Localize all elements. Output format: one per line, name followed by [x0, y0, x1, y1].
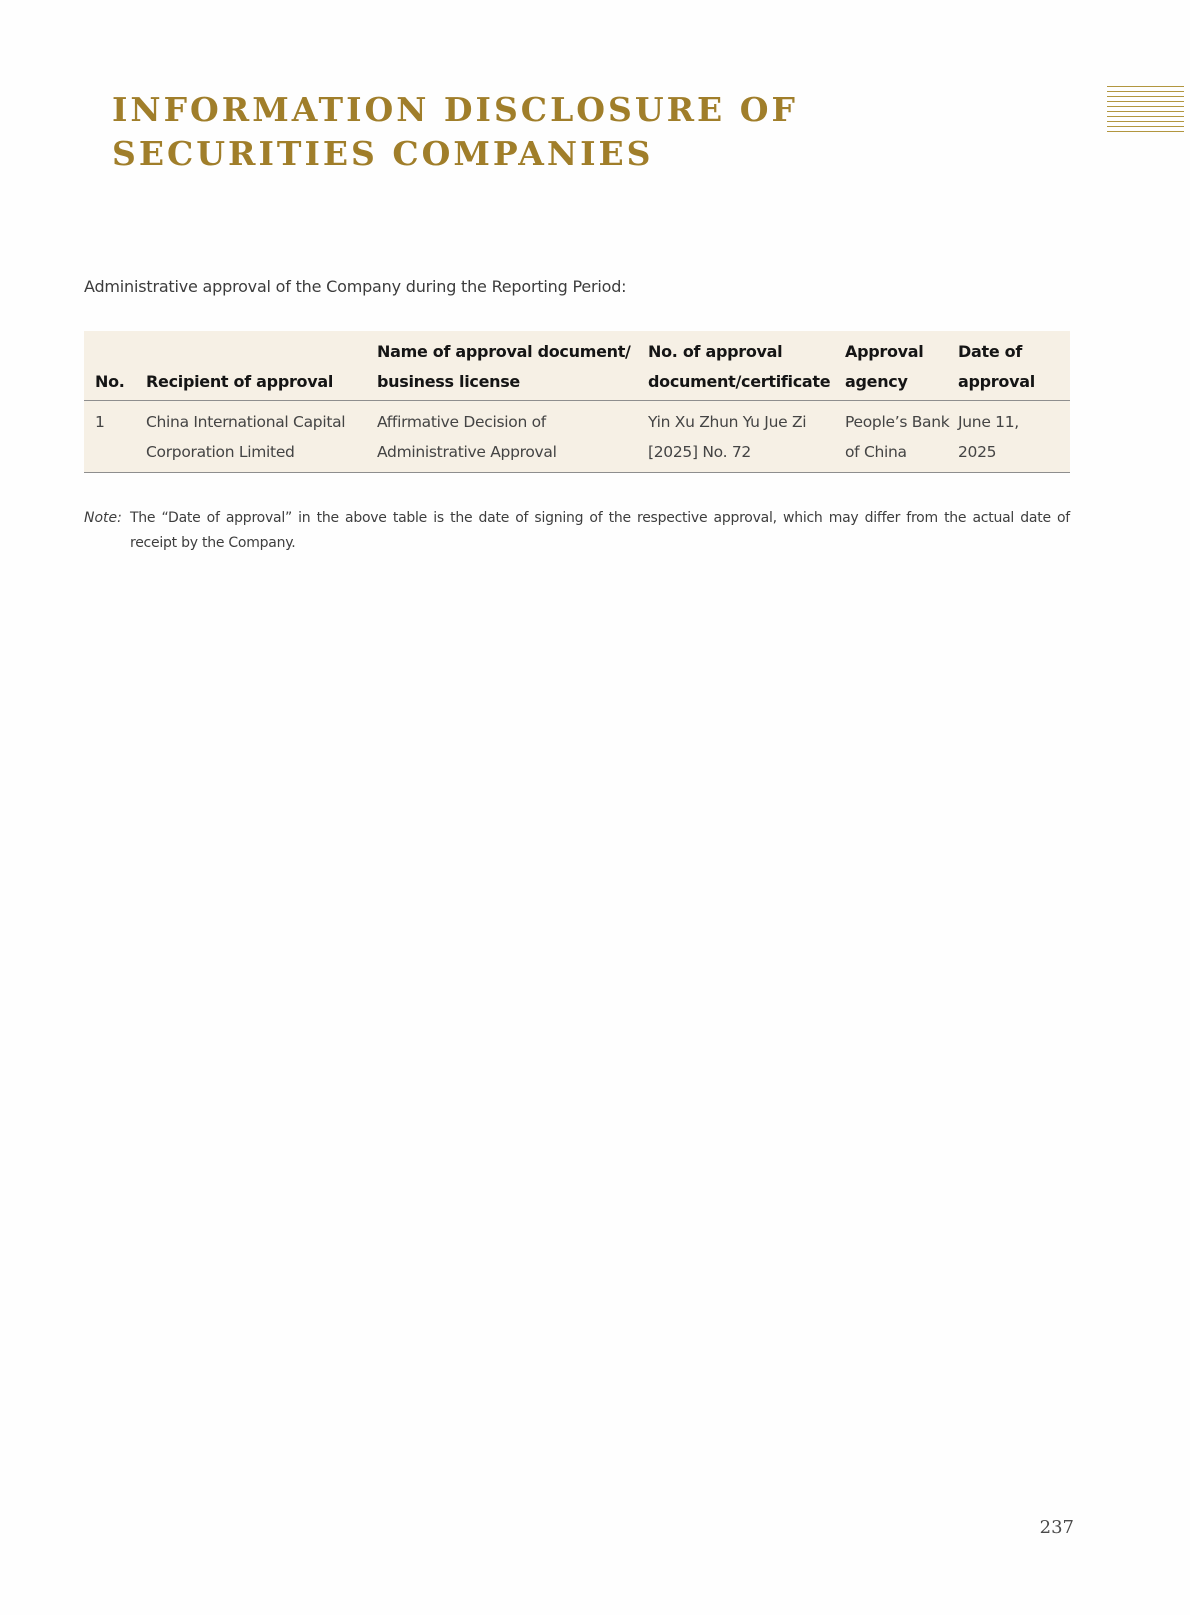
cell-agency: People’s Bank of China [845, 413, 950, 461]
note-label: Note: [84, 510, 122, 526]
cell-document-name: Affirmative Decision of Administrative Approval [377, 413, 557, 461]
approval-table [84, 331, 1070, 473]
page-title: INFORMATION DISCLOSURE OF SECURITIES COMPANIES [112, 90, 798, 173]
cell-recipient: China International Capital Corporation Limited [146, 413, 346, 461]
note-text: The “Date of approval” in the above table is the date of signing of the respective approval, which may differ from the actual date of receipt by the Company. [130, 510, 1070, 551]
column-header-no: No. [95, 372, 125, 391]
page-number: 237 [1039, 1517, 1074, 1538]
table-row [84, 401, 1070, 473]
horizontal-lines-icon [1107, 86, 1184, 136]
column-header-document-number: No. of approval document/certificate [648, 342, 831, 391]
cell-date: June 11, 2025 [958, 413, 1019, 461]
column-header-document-name: Name of approval document/ business license [377, 342, 631, 391]
table-header-row [84, 331, 1070, 401]
column-header-agency: Approval agency [845, 342, 924, 391]
cell-no: 1 [95, 413, 105, 431]
column-header-date: Date of approval [958, 342, 1035, 391]
column-header-recipient: Recipient of approval [146, 372, 334, 391]
intro-text: Administrative approval of the Company during the Reporting Period: [84, 277, 627, 296]
cell-document-number: Yin Xu Zhun Yu Jue Zi [2025] No. 72 [648, 413, 807, 461]
